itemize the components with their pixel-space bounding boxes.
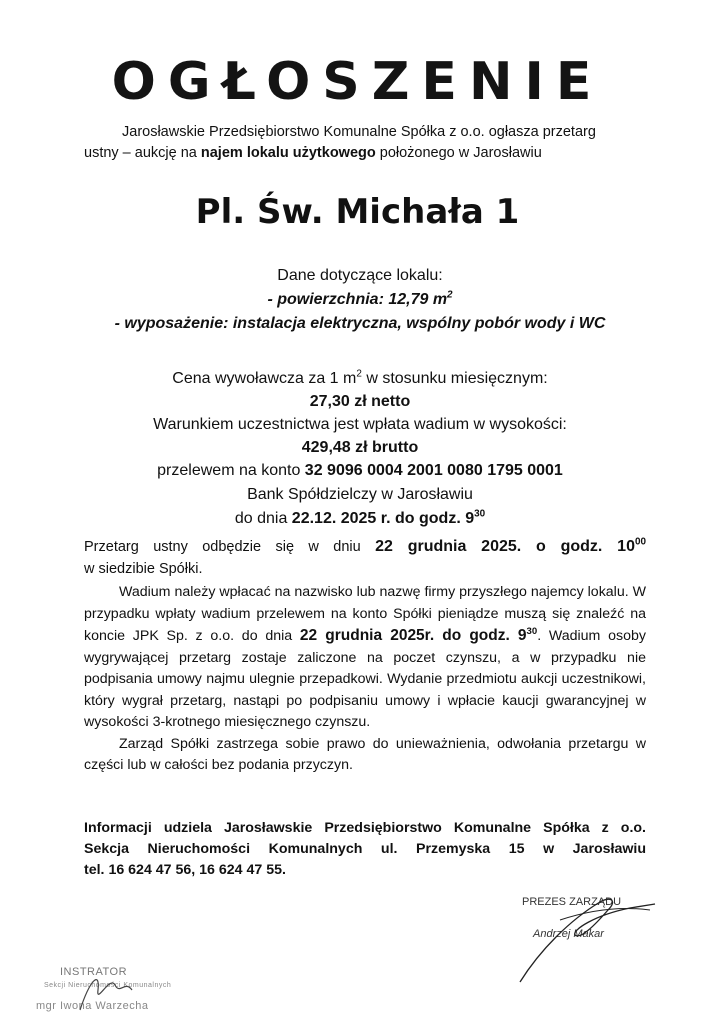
stamp-line-3: mgr Iwona Warzecha (36, 1000, 149, 1012)
intro-text-c: położonego w Jarosławiu (375, 145, 542, 161)
price-value: 27,30 zł netto (309, 393, 411, 410)
account-number: 32 9096 0004 2001 0080 1795 0001 (304, 462, 563, 479)
area-unit-sup: 2 (447, 289, 453, 301)
area-text: - powierzchnia: 12,79 m (267, 291, 448, 308)
intro-line-2 (84, 143, 542, 164)
price-label-text: Cena wywoławcza za 1 m (172, 370, 357, 387)
info-line-3: tel. 16 624 47 56, 16 624 47 55. (84, 862, 286, 878)
signature-role: PREZES ZARZĄDU (522, 896, 622, 908)
intro-emphasis: najem lokalu użytkowego (200, 145, 376, 161)
deposit-label: Warunkiem uczestnictwa jest wpłata wadium w wysokości: (153, 416, 567, 433)
stamp-line-1: INSTRATOR (60, 966, 128, 978)
price-label (40, 367, 680, 391)
premises-heading: Dane dotyczące lokalu: (277, 267, 443, 284)
p1-date-text: 22 grudnia 2025. o godz. 10 (375, 538, 635, 555)
deadline-date-text: 22.12. 2025 r. do godz. 9 (291, 510, 475, 527)
p2-text-a: Wadium należy wpłacać na nazwisko lub nazwę firmy przyszłego najemcy lokalu. W przypadku wpłaty wadium przelewem na konto Spółki pieniądze muszą się znaleźć na koncie JPK Sp. z o.o. do dnia (84, 584, 646, 644)
p1-text: Przetarg ustny odbędzie się w dniu (84, 539, 376, 555)
info-line-2: Sekcja Nieruchomości Komunalnych ul. Przemyska 15 w Jarosławiu (84, 841, 646, 857)
stamp-signature (70, 960, 150, 1020)
p2-date-text: 22 grudnia 2025r. do godz. 9 (299, 627, 527, 644)
premises-equipment: - wyposażenie: instalacja elektryczna, wspólny pobór wody i WC (114, 315, 606, 332)
stamp-line-2: Sekcji Nieruchomości Komunalnych (44, 982, 172, 989)
deadline-date (292, 510, 485, 527)
price-label-sup: 2 (356, 368, 362, 380)
deposit-paragraph (84, 582, 646, 777)
info-line-1: Informacji udziela Jarosławskie Przedsiębiorstwo Komunalne Spółka z o.o. (84, 820, 646, 836)
property-address: Pl. Św. Michała 1 (195, 192, 520, 232)
premises-area (40, 288, 680, 312)
intro-line-1: Jarosławskie Przedsiębiorstwo Komunalne Spółka z o.o. ogłasza przetarg (122, 124, 596, 140)
deposit-deadline (40, 507, 680, 531)
page-title: OGŁOSZENIE (111, 52, 604, 112)
p1-date (375, 538, 646, 555)
auction-date-paragraph (84, 536, 646, 580)
bank-name: Bank Spółdzielczy w Jarosławiu (247, 486, 473, 503)
transfer-text: przelewem na konto (157, 462, 305, 479)
deadline-text: do dnia (234, 510, 292, 527)
p1-sup: 00 (634, 536, 647, 548)
deadline-sup: 30 (474, 508, 486, 520)
p2-sup: 30 (526, 625, 538, 637)
p1-location: w siedzibie Spółki. (84, 561, 203, 577)
p2-text-c: . Wadium osoby wygrywającej przetarg zostaje zaliczone na poczet czynszu, a w przypadku nie podpisania umowy najmu ulegnie przepadkowi. Wydanie przedmiotu aukcji uczestnikowi, który wygrał przetarg, nastąpi po podpisaniu umowy i wpłacie kaucji gwarancyjnej w wysokości 3-krotnego miesięcznego czynszu. (84, 628, 646, 730)
p2-date (300, 627, 537, 644)
signature-scribble (500, 880, 700, 990)
signature-name: Andrzej Makar (533, 928, 604, 940)
contact-info (84, 818, 646, 881)
p3-reservation: Zarząd Spółki zastrzega sobie prawo do unieważnienia, odwołania przetargu w części lub w całości bez podania przyczyn. (84, 735, 646, 773)
transfer-line (40, 459, 680, 483)
price-label-text-b: w stosunku miesięcznym: (361, 370, 548, 387)
deposit-value: 429,48 zł brutto (301, 439, 419, 456)
intro-text-a: ustny – aukcję na (84, 145, 201, 161)
